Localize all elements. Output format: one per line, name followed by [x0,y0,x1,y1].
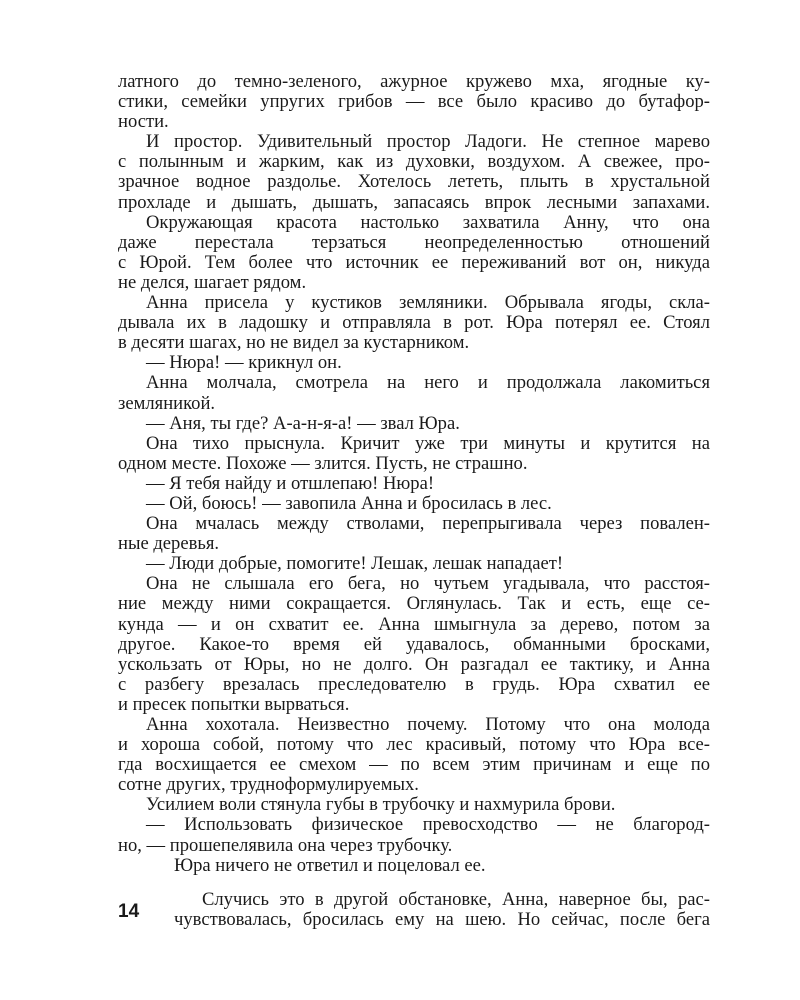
page-text-block [118,72,710,876]
text-line: кунда — и он схватит ее. Анна шмыгнула за дерево, потом за [118,613,710,635]
text-line: Окружающая красота настолько захватила Анну, что она [146,211,710,233]
text-line: ные деревья. [118,533,220,555]
text-line: ускользать от Юры, но не долго. Он разгадал ее тактику, и Анна [118,653,710,675]
text-line: — Люди добрые, помогите! Лешак, лешак нападает! [146,553,564,575]
text-line: и хороша собой, потому что лес красивый, потому что Юра все- [118,734,710,756]
text-line: Юра ничего не ответил и поцеловал ее. [174,854,486,876]
text-line: с полынным и жарким, как из духовки, воздухом. А свежее, про- [118,151,710,173]
text-line: — Аня, ты где? А-а-н-я-а! — звал Юра. [146,412,460,434]
text-line: одном месте. Похоже — злится. Пусть, не страшно. [118,452,528,474]
text-line: И простор. Удивительный простор Ладоги. Не степное марево [146,131,710,153]
text-line: Анна молчала, смотрела на него и продолжала лакомиться [146,372,710,394]
text-line: — Ой, боюсь! — завопила Анна и бросилась в лес. [146,492,552,514]
text-line: Случись это в другой обстановке, Анна, наверное бы, рас- [202,889,710,910]
text-line: и пресек попытки вырваться. [118,693,350,715]
text-line: зрачное водное раздолье. Хотелось лететь, плыть в хрустальной [118,171,710,193]
text-line: — Использовать физическое превосходство — не благород- [146,814,710,836]
text-line: Усилием воли стянула губы в трубочку и нахмурила брови. [146,794,616,816]
text-line: латного до темно-зеленого, ажурное кружево мха, ягодные ку- [118,71,710,92]
text-line: не делся, шагает рядом. [118,271,307,293]
text-line: Анна хохотала. Неизвестно почему. Потому что она молода [146,714,710,735]
text-line: даже перестала терзаться неопределенностью отношений [118,231,710,253]
text-line: земляникой. [118,392,216,414]
text-line: сотне других, трудноформулируемых. [118,774,419,796]
text-line: Она тихо прыснула. Кричит уже три минуты и крутится на [146,432,710,454]
page-number: 14 [118,901,140,922]
text-line: другое. Какое-то время ей удавалось, обманными бросками, [118,633,710,655]
text-line: Анна присела у кустиков земляники. Обрывала ягоды, скла- [146,292,710,314]
text-line: — Нюра! — крикнул он. [146,352,342,374]
text-line: дывала их в ладошку и отправляла в рот. Юра потерял ее. Стоял [118,312,710,334]
page-final-lines [118,890,710,930]
text-line: прохладе и дышать, дышать, запасаясь впрок лесными запахами. [118,191,710,213]
text-line: гда восхищается ее смехом — по всем этим причинам и еще по [118,754,710,776]
text-line: Она не слышала его бега, но чутьем угадывала, что расстоя- [146,573,710,595]
text-line: ности. [118,111,169,133]
text-line: стики, семейки упругих грибов — все было красиво до бутафор- [118,91,710,113]
text-line: — Я тебя найду и отшлепаю! Нюра! [146,472,435,494]
text-line: с разбегу врезалась преследователю в грудь. Юра схватил ее [118,673,710,695]
text-line: с Юрой. Тем более что источник ее переживаний вот он, никуда [118,251,710,273]
text-line: ние между ними сокращается. Оглянулась. Так и есть, еще се- [118,593,710,615]
text-line: но, — прошепелявила она через трубочку. [118,834,453,856]
text-line: в десяти шагах, но не видел за кустарником. [118,332,470,354]
text-line: Она мчалась между стволами, перепрыгивала через повален- [146,513,710,535]
text-line: чувствовалась, бросилась ему на шею. Но сейчас, после бега [174,909,710,931]
